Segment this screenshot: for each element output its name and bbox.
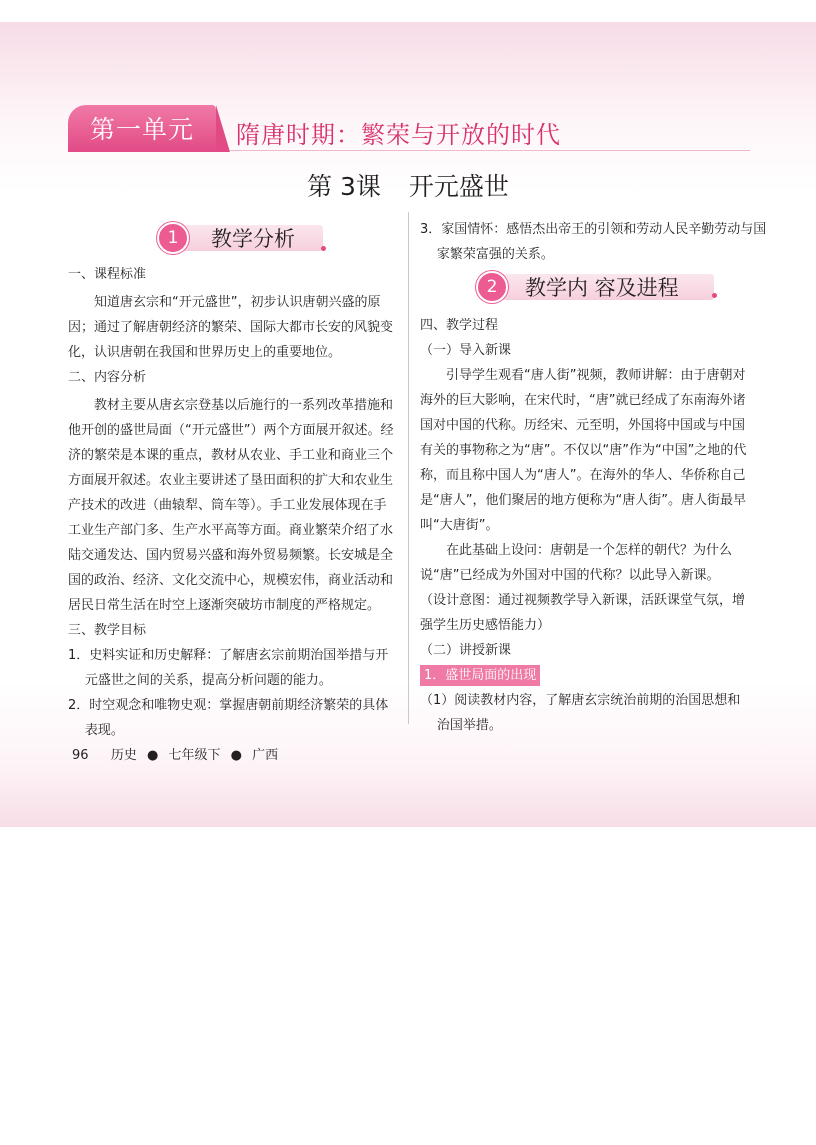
left-column [68, 262, 396, 743]
subtopic-tag: 1．盛世局面的出现 [420, 665, 540, 686]
section-title: 教学内 容及进程 [525, 276, 679, 300]
list-item-1: （1）阅读教材内容，了解唐玄宗统治前期的治国思想和治国举措。 [420, 693, 741, 733]
section-dot [321, 246, 326, 251]
unit-title-rule [230, 150, 750, 151]
heading-teaching-process: 四、教学过程 [420, 318, 499, 333]
paragraph-design-intent: （设计意图：通过视频教学导入新课，活跃课堂气氛，增强学生历史感悟能力） [420, 593, 746, 633]
section-heading-analysis [157, 222, 329, 254]
heading-intro: （一）导入新课 [420, 343, 512, 358]
footer-subject: 历史 [110, 748, 137, 763]
heading-new-lesson: （二）讲授新课 [420, 643, 512, 658]
heading-teaching-goals: 三、教学目标 [68, 623, 147, 638]
unit-title: 隋唐时期：繁荣与开放的时代 [236, 121, 561, 149]
heading-content-analysis: 二、内容分析 [68, 370, 147, 385]
bullet-icon: ● [230, 748, 242, 763]
paragraph-intro: 引导学生观看“唐人街”视频，教师讲解：由于唐朝对海外的巨大影响，在宋代时，“唐”就已经成了东南海外诸国对中国的代称。历经宋、元至明，外国将中国或与中国有关的事物称之为“唐”。不仅以“唐”作为“中国”之地的代称，而且称中国人为“唐人”。在海外的华人、华侨称自己是“唐人”，他们聚居的地方便称为“唐人街”。唐人街最早叫“大唐街”。 [420, 368, 747, 533]
bullet-icon: ● [146, 748, 159, 763]
goal-item-3: 3．家国情怀：感悟杰出帝王的引领和劳动人民辛勤劳动与国家繁荣富强的关系。 [420, 222, 767, 262]
footer-region: 广西 [252, 748, 279, 763]
page-footer [72, 744, 278, 763]
unit-label: 第一单元 [68, 105, 216, 152]
goal-item-1: 1．史料实证和历史解释：了解唐玄宗前期治国举措与开元盛世之间的关系，提高分析问题的能力。 [68, 648, 389, 688]
paragraph-curriculum-standard: 知道唐玄宗和“开元盛世”，初步认识唐朝兴盛的原因；通过了解唐朝经济的繁荣、国际大都市长安的风貌变化，认识唐朝在我国和世界历史上的重要地位。 [68, 295, 394, 360]
goal-item-2: 2．时空观念和唯物史观：掌握唐朝前期经济繁荣的具体表现。 [68, 698, 389, 738]
section-number-badge: 2 [476, 271, 508, 303]
column-divider [408, 212, 409, 724]
lesson-number: 第 3课 [307, 172, 381, 201]
section-title: 教学分析 [211, 227, 295, 251]
section-heading-process [476, 271, 722, 303]
section-dot [712, 293, 717, 298]
paragraph-content-analysis: 教材主要从唐玄宗登基以后施行的一系列改革措施和他开创的盛世局面（“开元盛世”）两个方面展开叙述。经济的繁荣是本课的重点，教材从农业、手工业和商业三个方面展开叙述。农业主要讲述了垦田面积的扩大和农业生产技术的改进（曲辕犁、筒车等）。手工业发展体现在手工业生产部门多、生产水平高等方面。商业繁荣介绍了水陆交通发达、国内贸易兴盛和海外贸易频繁。长安城是全国的政治、经济、文化交流中心，规模宏伟，商业活动和居民日常生活在时空上逐渐突破坊市制度的严格规定。 [68, 398, 394, 613]
section-number-badge: 1 [157, 222, 189, 254]
right-column [420, 313, 750, 738]
lesson-title [0, 167, 816, 203]
page-number: 96 [72, 748, 89, 763]
heading-curriculum-standard: 一、课程标准 [68, 267, 147, 282]
footer-grade: 七年级下 [168, 748, 221, 763]
lesson-name: 开元盛世 [408, 172, 509, 201]
paragraph-question: 在此基础上设问：唐朝是一个怎样的朝代？为什么说“唐”已经成为外国对中国的代称？以此导入新课。 [420, 543, 733, 583]
